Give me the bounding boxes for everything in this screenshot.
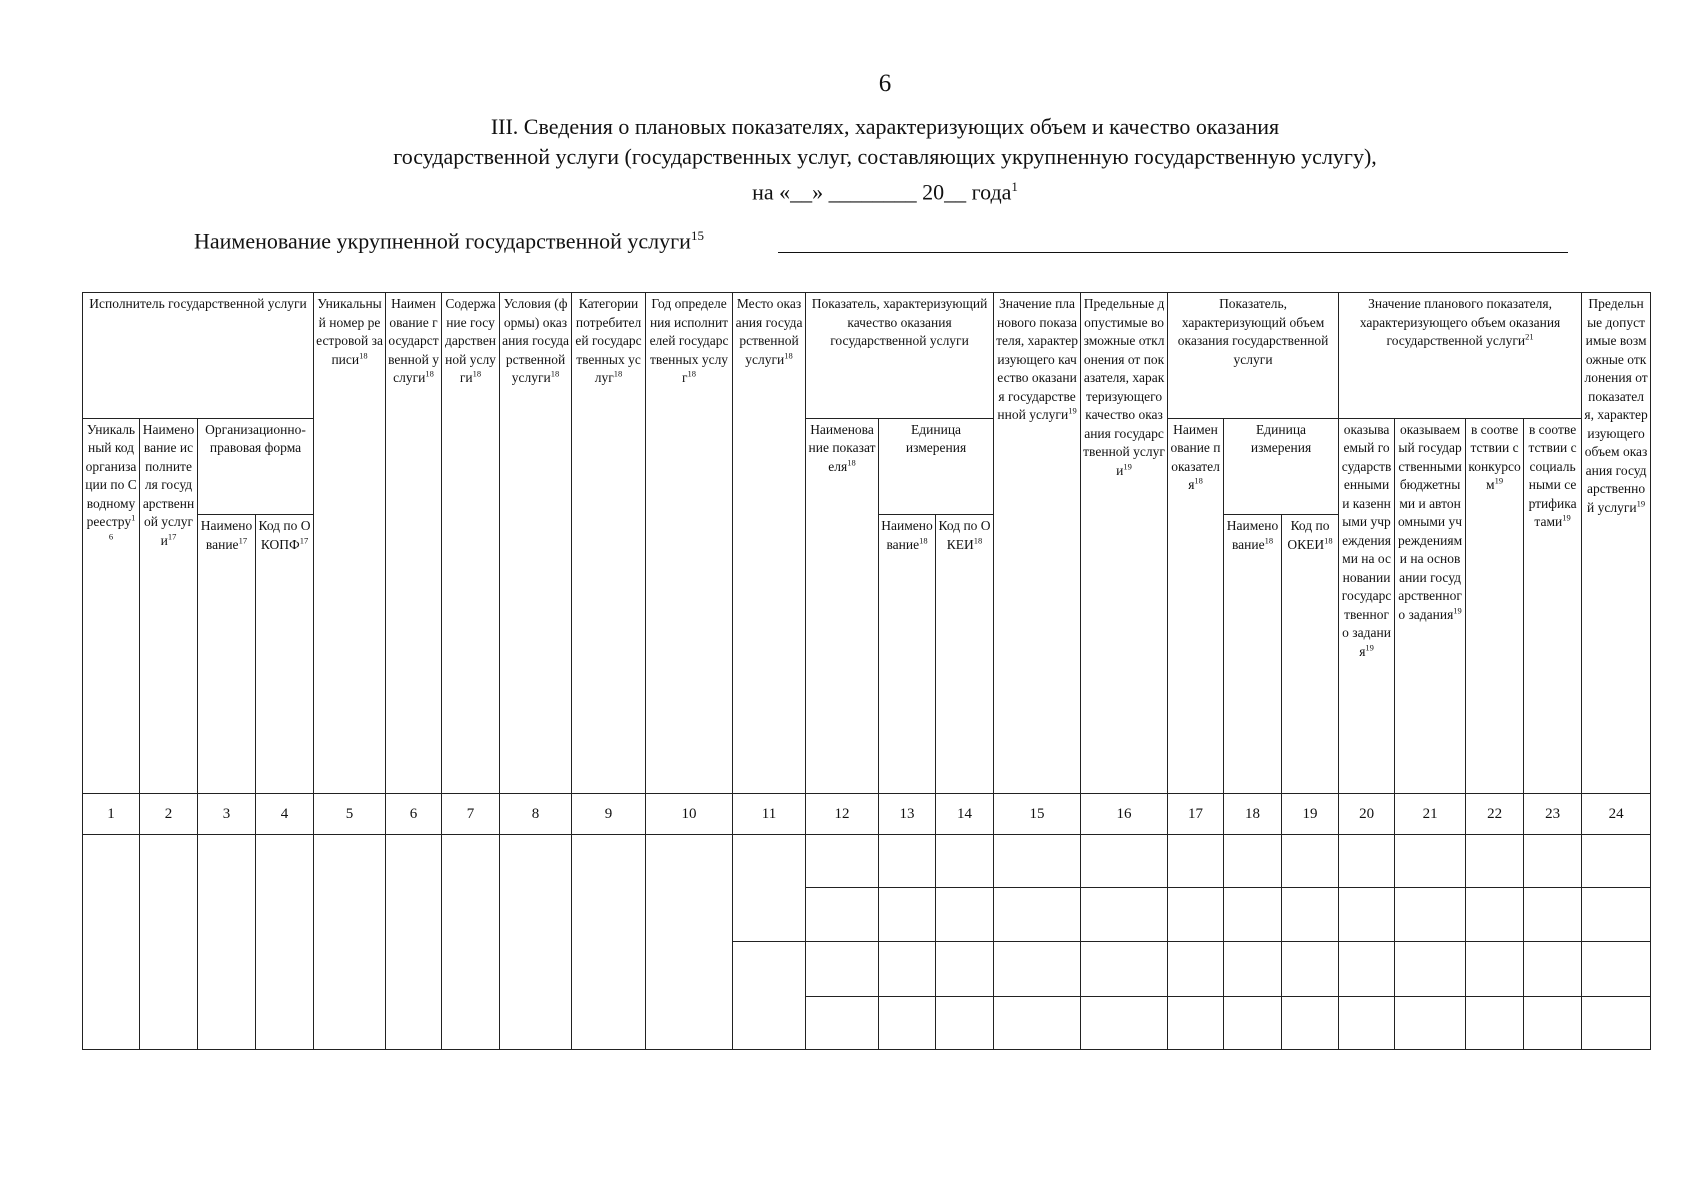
heading-line-3 <box>0 172 1697 207</box>
header-volume-indicator-name: Наименование показателя$^{18}$ <box>1168 418 1224 793</box>
data-cell[interactable] <box>936 834 994 887</box>
data-cell[interactable] <box>1466 942 1524 996</box>
data-cell[interactable] <box>198 834 256 1049</box>
data-row <box>83 834 1651 887</box>
column-number: 7 <box>442 793 500 834</box>
data-cell[interactable] <box>1524 888 1582 942</box>
header-volume-unit-code: Код по ОКЕИ$^{18}$ <box>1282 515 1339 794</box>
data-cell[interactable] <box>936 942 994 996</box>
data-cell[interactable] <box>1224 996 1282 1049</box>
header-quality-unit: Единица измерения <box>879 418 994 514</box>
data-cell[interactable] <box>1524 942 1582 996</box>
data-cell[interactable] <box>994 942 1081 996</box>
column-number: 17 <box>1168 793 1224 834</box>
column-number: 24 <box>1582 793 1651 834</box>
data-cell[interactable] <box>646 834 733 1049</box>
column-number: 5 <box>314 793 386 834</box>
column-number: 23 <box>1524 793 1582 834</box>
data-cell[interactable] <box>1168 888 1224 942</box>
data-cell[interactable] <box>1339 834 1395 887</box>
column-number: 1 <box>83 793 140 834</box>
footnote-ref: 15 <box>690 228 704 243</box>
column-number: 12 <box>806 793 879 834</box>
heading-line-1: III. Сведения о плановых показателях, характеризующих объем и качество оказания <box>490 114 1280 139</box>
data-cell[interactable] <box>1168 996 1224 1049</box>
header-quality-value: Значение планового показателя, характеризующего качество оказания государственной услуги$^{19}$ <box>994 293 1081 794</box>
section-heading <box>0 112 1697 207</box>
data-cell[interactable] <box>1395 888 1466 942</box>
data-cell[interactable] <box>806 834 879 887</box>
data-cell[interactable] <box>1395 834 1466 887</box>
data-cell[interactable] <box>994 996 1081 1049</box>
plan-indicators-table <box>82 292 1651 1050</box>
column-numbers-row <box>83 793 1651 834</box>
column-number: 13 <box>879 793 936 834</box>
column-number: 20 <box>1339 793 1395 834</box>
header-volume-gov-task: оказываемый государственными и казенными учреждениями на основании государственного задания$^{19}$ <box>1339 418 1395 793</box>
header-volume-budget: оказываемый государственными бюджетными и автономными учреждениями на основании государственного задания$^{19}$ <box>1395 418 1466 793</box>
header-service-name: Наименование государственной услуги$^{18}$ <box>386 293 442 794</box>
header-consumers: Категории потребителей государственных услуг$^{18}$ <box>572 293 646 794</box>
data-cell[interactable] <box>386 834 442 1049</box>
data-cell[interactable] <box>806 996 879 1049</box>
data-cell[interactable] <box>1395 942 1466 996</box>
header-quality-indicator: Показатель, характеризующий качество оказания государственной услуги <box>806 293 994 419</box>
header-volume-indicator: Показатель, характеризующий объем оказания государственной услуги <box>1168 293 1339 419</box>
column-number: 18 <box>1224 793 1282 834</box>
data-cell[interactable] <box>879 834 936 887</box>
header-service-content: Содержание государственной услуги$^{18}$ <box>442 293 500 794</box>
data-cell[interactable] <box>1282 888 1339 942</box>
column-number: 3 <box>198 793 256 834</box>
column-number: 22 <box>1466 793 1524 834</box>
header-executor-name: Наименование исполнителя государственной услуги$^{17}$ <box>140 418 198 793</box>
data-cell[interactable] <box>1081 834 1168 887</box>
column-number: 8 <box>500 793 572 834</box>
data-cell[interactable] <box>1582 834 1651 887</box>
footnote-ref: 1 <box>1011 179 1018 194</box>
column-number: 21 <box>1395 793 1466 834</box>
header-volume-deviation: Предельные допустимые возможные отклонения от показателя, характеризующего объем оказания государственной услуги$^{19}$ <box>1582 293 1651 794</box>
data-cell[interactable] <box>1081 996 1168 1049</box>
data-cell[interactable] <box>1282 942 1339 996</box>
data-cell[interactable] <box>442 834 500 1049</box>
data-cell[interactable] <box>1081 942 1168 996</box>
header-place: Место оказания государственной услуги$^{18}$ <box>733 293 806 794</box>
data-cell[interactable] <box>1395 996 1466 1049</box>
header-volume-certificates: в соответствии с социальными сертификатами$^{19}$ <box>1524 418 1582 793</box>
data-cell[interactable] <box>806 888 879 942</box>
header-executor: Исполнитель государственной услуги <box>83 293 314 419</box>
data-cell[interactable] <box>1339 996 1395 1049</box>
data-cell[interactable] <box>1282 996 1339 1049</box>
data-cell[interactable] <box>1582 996 1651 1049</box>
data-cell[interactable] <box>806 942 879 996</box>
header-quality-unit-code: Код по ОКЕИ$^{18}$ <box>936 515 994 794</box>
header-year: Год определения исполнителей государственных услуг$^{18}$ <box>646 293 733 794</box>
header-registry-number: Уникальный номер реестровой записи$^{18}$ <box>314 293 386 794</box>
data-cell[interactable] <box>879 996 936 1049</box>
column-number: 6 <box>386 793 442 834</box>
heading-line-2: государственной услуги (государственных услуг, составляющих укрупненную государственную услугу), <box>393 144 1377 169</box>
column-number: 19 <box>1282 793 1339 834</box>
header-quality-unit-name: Наименование$^{18}$ <box>879 515 936 794</box>
data-cell[interactable] <box>936 996 994 1049</box>
column-number: 11 <box>733 793 806 834</box>
data-cell[interactable] <box>733 834 806 942</box>
header-volume-unit: Единица измерения <box>1224 418 1339 514</box>
data-cell[interactable] <box>1339 888 1395 942</box>
report-date: на «__» ________ 20__ года <box>752 179 1012 205</box>
header-executor-code: Уникальный код организации по Сводному реестру$^{16}$ <box>83 418 140 793</box>
data-cell[interactable] <box>1524 834 1582 887</box>
header-org-form: Организационно-правовая форма <box>198 418 314 514</box>
data-cell[interactable] <box>1524 996 1582 1049</box>
column-number: 14 <box>936 793 994 834</box>
column-number: 4 <box>256 793 314 834</box>
data-cell[interactable] <box>1282 834 1339 887</box>
data-cell[interactable] <box>572 834 646 1049</box>
data-cell[interactable] <box>1582 942 1651 996</box>
header-service-conditions: Условия (формы) оказания государственной услуги$^{18}$ <box>500 293 572 794</box>
data-cell[interactable] <box>140 834 198 1049</box>
data-cell[interactable] <box>1224 834 1282 887</box>
data-cell[interactable] <box>1081 888 1168 942</box>
data-cell[interactable] <box>1466 888 1524 942</box>
data-cell[interactable] <box>1339 942 1395 996</box>
service-name-label: Наименование укрупненной государственной услуги$^{15}$ <box>194 228 704 254</box>
data-cell[interactable] <box>994 834 1081 887</box>
data-cell[interactable] <box>733 942 806 1050</box>
data-cell[interactable] <box>1224 942 1282 996</box>
data-cell[interactable] <box>500 834 572 1049</box>
page-number: 6 <box>878 70 892 97</box>
column-number: 15 <box>994 793 1081 834</box>
column-number: 9 <box>572 793 646 834</box>
data-cell[interactable] <box>1466 996 1524 1049</box>
data-cell[interactable] <box>994 888 1081 942</box>
data-cell[interactable] <box>314 834 386 1049</box>
data-cell[interactable] <box>1168 942 1224 996</box>
data-cell[interactable] <box>936 888 994 942</box>
header-volume-value: Значение планового показателя, характеризующего объем оказания государственной услуги$^{21}$ <box>1339 293 1582 419</box>
header-org-form-name: Наименование$^{17}$ <box>198 515 256 794</box>
service-name-field[interactable] <box>778 252 1568 253</box>
header-org-form-code: Код по ОКОПФ$^{17}$ <box>256 515 314 794</box>
column-number: 16 <box>1081 793 1168 834</box>
data-cell[interactable] <box>1168 834 1224 887</box>
header-quality-deviation: Предельные допустимые возможные отклонения от показателя, характеризующего качество оказания государственной услуги$^{19}$ <box>1081 293 1168 794</box>
data-cell[interactable] <box>879 888 936 942</box>
header-quality-indicator-name: Наименование показателя$^{18}$ <box>806 418 879 793</box>
column-number: 10 <box>646 793 733 834</box>
column-number: 2 <box>140 793 198 834</box>
data-cell[interactable] <box>1582 888 1651 942</box>
data-cell[interactable] <box>256 834 314 1049</box>
data-cell[interactable] <box>83 834 140 1049</box>
header-volume-unit-name: Наименование$^{18}$ <box>1224 515 1282 794</box>
header-volume-competition: в соответствии с конкурсом$^{19}$ <box>1466 418 1524 793</box>
data-cell[interactable] <box>1466 834 1524 887</box>
data-cell[interactable] <box>879 942 936 996</box>
data-cell[interactable] <box>1224 888 1282 942</box>
